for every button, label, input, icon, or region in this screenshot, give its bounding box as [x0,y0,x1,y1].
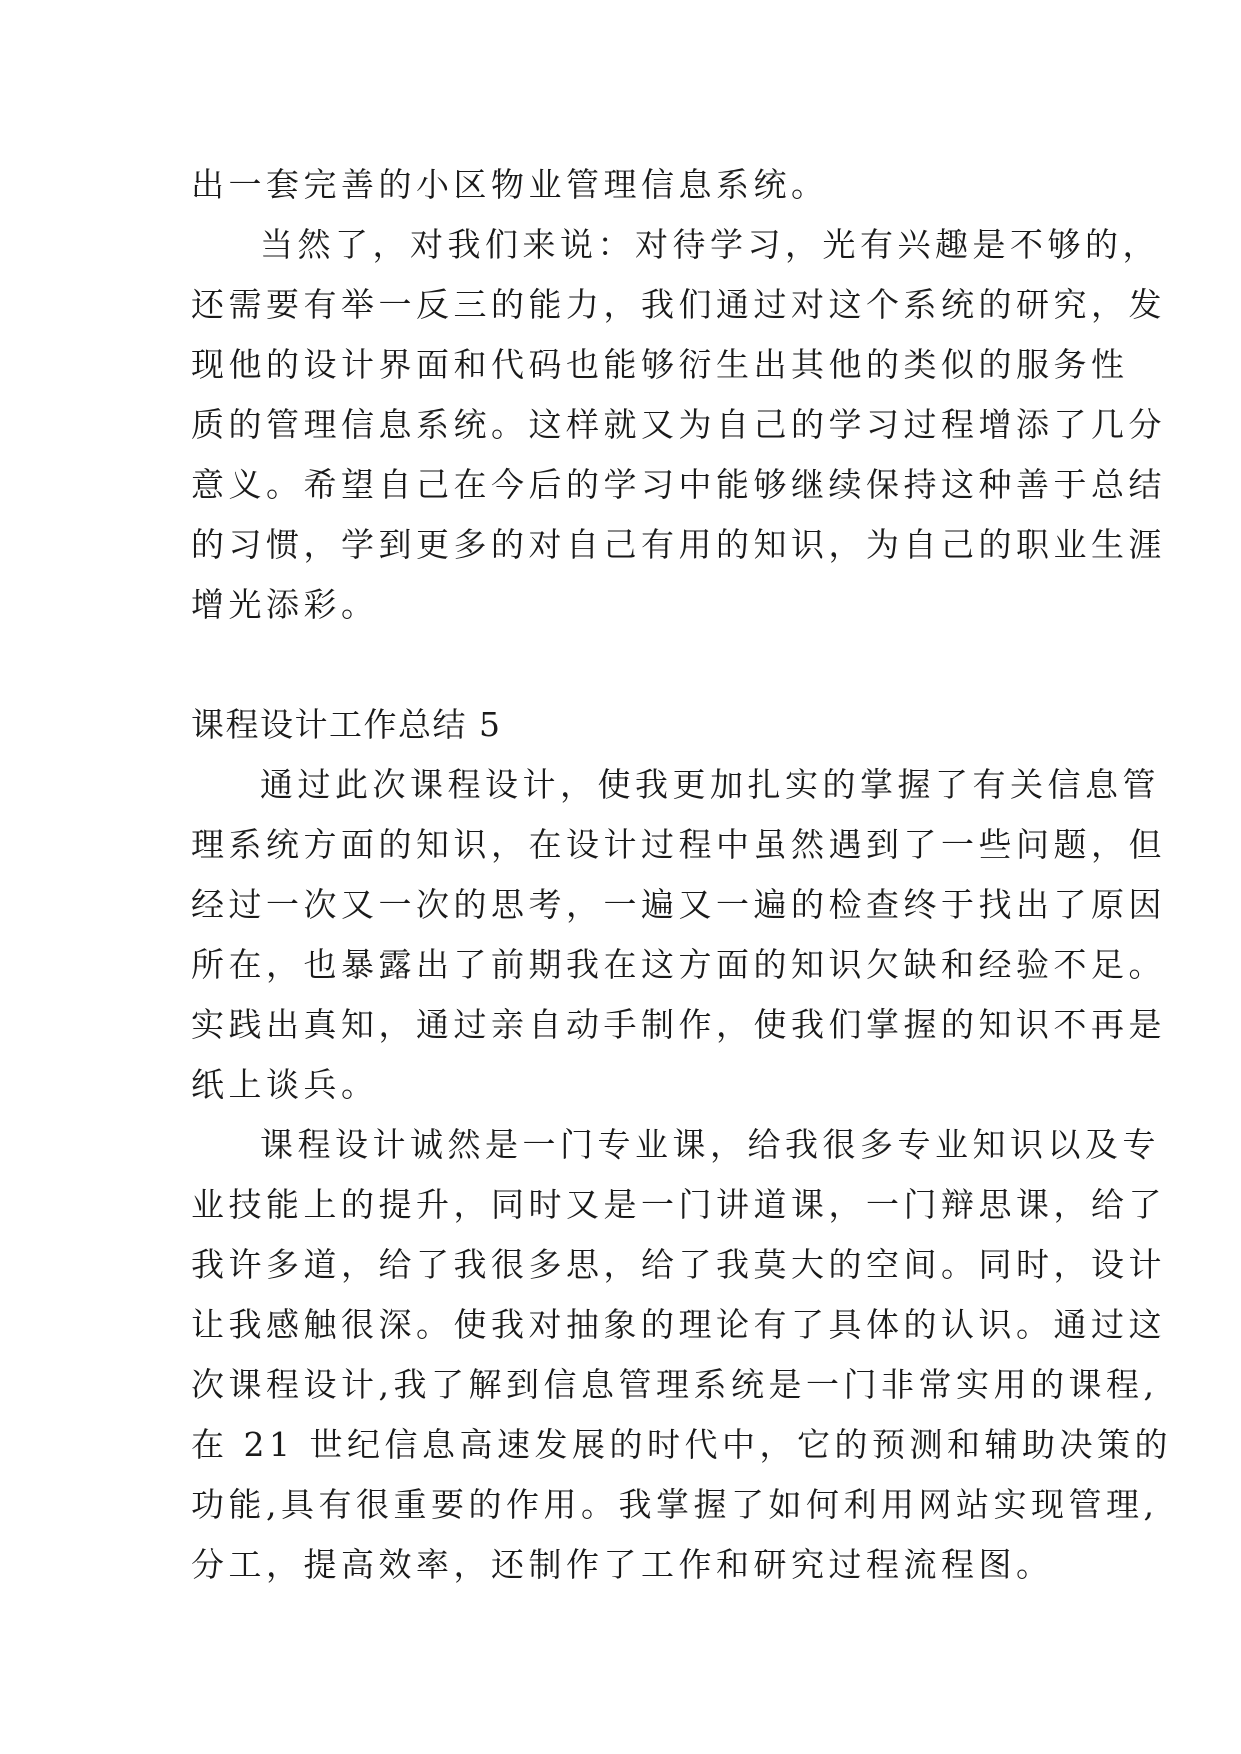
paragraph-first-line: 当然了，对我们来说：对待学习，光有兴趣是不够的， [260,225,1160,264]
paragraph-first-line: 通过此次课程设计，使我更加扎实的掌握了有关信息管 [260,765,1160,804]
text-line: 出一套完善的小区物业管理信息系统。 [191,165,829,204]
text-line: 经过一次又一次的思考，一遍又一遍的检查终于找出了原因 [191,885,1166,924]
text-line: 质的管理信息系统。这样就又为自己的学习过程增添了几分 [191,405,1166,444]
text-line: 意义。希望自己在今后的学习中能够继续保持这种善于总结 [191,465,1166,504]
text-line: 在 21 世纪信息高速发展的时代中，它的预测和辅助决策的 [191,1425,1172,1464]
text-line: 业技能上的提升，同时又是一门讲道课，一门辩思课，给了 [191,1185,1166,1224]
text-line: 还需要有举一反三的能力，我们通过对这个系统的研究，发 [191,285,1166,324]
text-line: 分工，提高效率，还制作了工作和研究过程流程图。 [191,1545,1054,1584]
paragraph-first-line: 课程设计诚然是一门专业课，给我很多专业知识以及专 [260,1125,1160,1164]
text-line: 所在，也暴露出了前期我在这方面的知识欠缺和经验不足。 [191,945,1166,984]
text-line: 纸上谈兵。 [191,1065,379,1104]
text-line: 增光添彩。 [191,585,379,624]
section-heading: 课程设计工作总结 5 [191,705,502,744]
text-line: 现他的设计界面和代码也能够衍生出其他的类似的服务性 [191,345,1129,384]
text-line: 我许多道，给了我很多思，给了我莫大的空间。同时，设计 [191,1245,1166,1284]
text-line: 次课程设计,我了解到信息管理系统是一门非常实用的课程, [191,1365,1159,1404]
text-line: 实践出真知，通过亲自动手制作，使我们掌握的知识不再是 [191,1005,1166,1044]
text-line: 理系统方面的知识，在设计过程中虽然遇到了一些问题，但 [191,825,1166,864]
text-line: 让我感触很深。使我对抽象的理论有了具体的认识。通过这 [191,1305,1166,1344]
text-line: 的习惯，学到更多的对自己有用的知识，为自己的职业生涯 [191,525,1166,564]
text-line: 功能,具有很重要的作用。我掌握了如何利用网站实现管理, [191,1485,1159,1524]
